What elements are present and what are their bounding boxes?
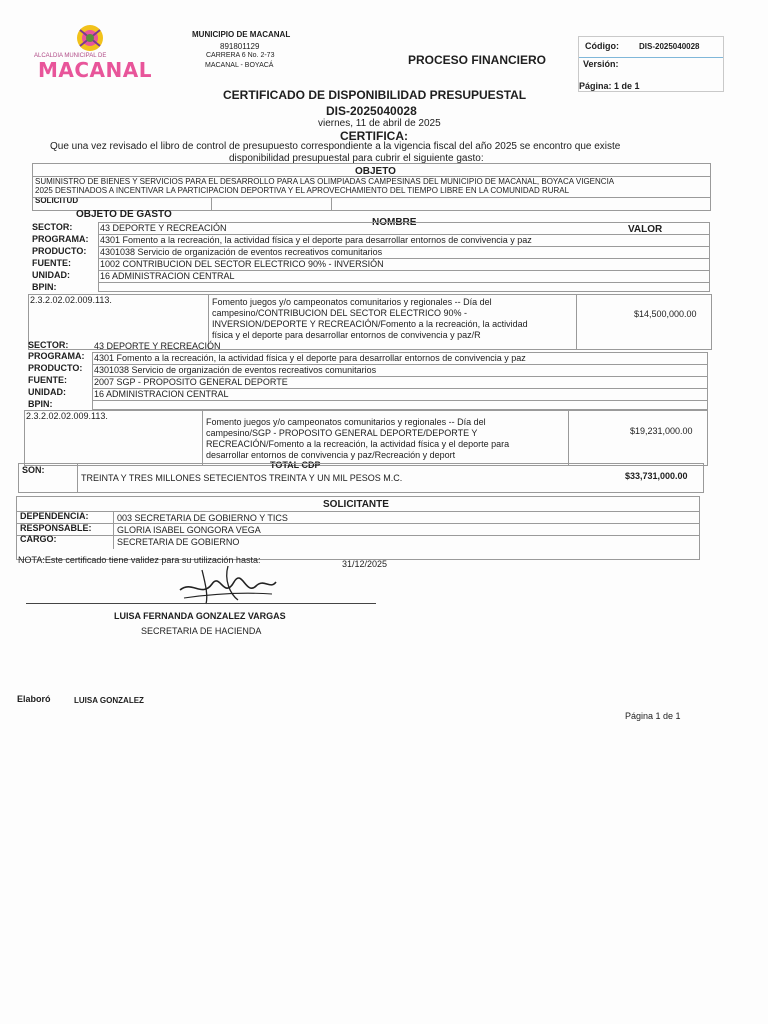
producto-label: PRODUCTO: <box>32 246 87 256</box>
code-label: Código: <box>585 41 619 51</box>
item-value: $19,231,000.00 <box>630 426 693 436</box>
municipal-logo <box>34 22 152 82</box>
total-value: $33,731,000.00 <box>625 471 688 481</box>
solicitud-label: SOLICITUD <box>35 196 79 205</box>
rubro-code: 2.3.2.02.02.009.113. <box>26 411 108 421</box>
col-valor: VALOR <box>628 224 663 235</box>
responsable-value: GLORIA ISABEL GONGORA VEGA <box>117 525 261 535</box>
certificate-date: viernes, 11 de abril de 2025 <box>318 118 441 129</box>
cargo-value: SECRETARIA DE GOBIERNO <box>117 537 240 547</box>
budget-item-2 <box>24 338 714 468</box>
signer-name: LUISA FERNANDA GONZALEZ VARGAS <box>114 611 286 621</box>
logo-caption: ALCALDIA MUNICIPAL DE <box>34 53 107 59</box>
elaboro-name: LUISA GONZALEZ <box>74 696 144 705</box>
entity-city: MACANAL - BOYACÁ <box>205 62 274 69</box>
entity-address: CARRERA 6 No. 2-73 <box>206 52 275 59</box>
page-label: Página: 1 de 1 <box>579 81 640 91</box>
unidad-label: UNIDAD: <box>28 387 66 397</box>
desc-line: física y el deporte para desarrollar entornos de convivencia y paz/R <box>212 330 481 340</box>
producto-value: 4301038 Servicio de organización de eventos recreativos comunitarios <box>100 247 383 257</box>
rubro-description <box>206 417 566 461</box>
cargo-label: CARGO: <box>20 534 57 544</box>
certificate-number: DIS-2025040028 <box>326 104 417 118</box>
signature-line <box>26 603 376 604</box>
desc-line: Fomento juegos y/o campeonatos comunitarios y regionales -- Día del <box>212 297 492 307</box>
solicitante-box <box>16 496 700 560</box>
version-label: Versión: <box>583 59 619 69</box>
desc-line: Fomento juegos y/o campeonatos comunitarios y regionales -- Día del <box>206 417 486 427</box>
rubro-code: 2.3.2.02.02.009.113. <box>30 295 112 305</box>
entity-name: MUNICIPIO DE MACANAL <box>192 30 291 39</box>
signature-icon <box>172 560 282 608</box>
rubro-description <box>212 297 574 341</box>
budget-item-1 <box>28 220 718 352</box>
fuente-label: FUENTE: <box>28 375 67 385</box>
desc-line: campesino/CONTRIBUCION DEL SECTOR ELECTRICO 90% - <box>212 308 468 318</box>
sector-value: 43 DEPORTE Y RECREACIÓN <box>100 223 227 233</box>
unidad-label: UNIDAD: <box>32 270 70 280</box>
unidad-value: 16 ADMINISTRACION CENTRAL <box>94 389 229 399</box>
nota-text: NOTA:Este certificado tiene validez para su utilización hasta: <box>18 555 261 565</box>
producto-value: 4301038 Servicio de organización de eventos recreativos comunitarios <box>94 365 377 375</box>
dependencia-value: 003 SECRETARIA DE GOBIERNO Y TICS <box>117 513 288 523</box>
certifica-heading: CERTIFICA: <box>340 129 408 143</box>
objeto-line-1: SUMINISTRO DE BIENES Y SERVICIOS PARA EL DESARROLLO PARA LAS OLIMPIADAS CAMPESINAS DEL MUNICIPIO DE MACANAL, BOYACA VIGENCIA <box>35 177 615 186</box>
programa-label: PROGRAMA: <box>32 234 89 244</box>
unidad-value: 16 ADMINISTRACION CENTRAL <box>100 271 235 281</box>
desc-line: RECREACIÓN/Fomento a la recreación, la actividad física y el deporte para <box>206 439 510 449</box>
son-text: TREINTA Y TRES MILLONES SETECIENTOS TREINTA Y UN MIL PESOS M.C. <box>81 473 403 483</box>
bpin-label: BPIN: <box>32 282 57 292</box>
objeto-box <box>32 163 711 211</box>
entity-nit: 891801129 <box>220 42 260 51</box>
logo-name: MACANAL <box>38 58 152 82</box>
intro-line-1: Que una vez revisado el libro de control de presupuesto correspondiente a la vigencia fiscal del año 2025 se encontro que existe <box>50 141 621 152</box>
total-cdp-label: TOTAL CDP <box>270 460 321 470</box>
responsable-label: RESPONSABLE: <box>20 523 92 533</box>
item-value: $14,500,000.00 <box>634 309 697 319</box>
elaboro-label: Elaboró <box>17 694 51 704</box>
intro-line-2: disponibilidad presupuestal para cubrir el siguiente gasto: <box>229 153 484 164</box>
sector-label: SECTOR: <box>32 222 73 232</box>
fuente-label: FUENTE: <box>32 258 71 268</box>
sector-value: 43 DEPORTE Y RECREACIÓN <box>94 341 221 351</box>
objeto-header: OBJETO <box>355 166 396 177</box>
programa-value: 4301 Fomento a la recreación, la actividad física y el deporte para desarrollar entornos de convivencia y paz <box>94 353 526 363</box>
fuente-value: 2007 SGP - PROPOSITO GENERAL DEPORTE <box>94 377 288 387</box>
objeto-line-2: 2025 DESTINADOS A INCENTIVAR LA PARTICIPACION DEPORTIVA Y EL APROVECHAMIENTO DEL TIEMPO LIBRE EN LA COMUNIDAD RURAL <box>35 186 570 195</box>
signer-role: SECRETARIA DE HACIENDA <box>141 626 262 636</box>
programa-label: PROGRAMA: <box>28 351 85 361</box>
dependencia-label: DEPENDENCIA: <box>20 511 89 521</box>
col-nombre: NOMBRE <box>372 217 417 228</box>
certificate-title: CERTIFICADO DE DISPONIBILIDAD PRESUPUESTAL <box>223 88 527 102</box>
bpin-label: BPIN: <box>28 399 53 409</box>
col-objeto-gasto: OBJETO DE GASTO <box>76 209 172 220</box>
process-title: PROCESO FINANCIERO <box>408 53 547 67</box>
desc-line: INVERSION/DEPORTE Y RECREACIÓN/Fomento a la recreación, la actividad <box>212 319 528 329</box>
desc-line: campesino/SGP - PROPOSITO GENERAL DEPORTE/DEPORTE Y <box>206 428 478 438</box>
sector-label: SECTOR: <box>28 340 69 350</box>
nota-date: 31/12/2025 <box>342 559 388 569</box>
solicitante-header: SOLICITANTE <box>323 499 389 510</box>
son-label: SON: <box>22 465 45 475</box>
logo-emblem-icon <box>34 22 130 54</box>
code-value: DIS-2025040028 <box>639 42 700 51</box>
fuente-value: 1002 CONTRIBUCION DEL SECTOR ELECTRICO 90% - INVERSIÓN <box>100 259 384 269</box>
code-box <box>578 36 724 92</box>
producto-label: PRODUCTO: <box>28 363 83 373</box>
programa-value: 4301 Fomento a la recreación, la actividad física y el deporte para desarrollar entornos de convivencia y paz <box>100 235 532 245</box>
total-row <box>18 463 704 493</box>
desc-line: desarrollar entornos de convivencia y paz/Recreación y deport <box>206 450 456 460</box>
footer-page: Página 1 de 1 <box>625 711 681 721</box>
